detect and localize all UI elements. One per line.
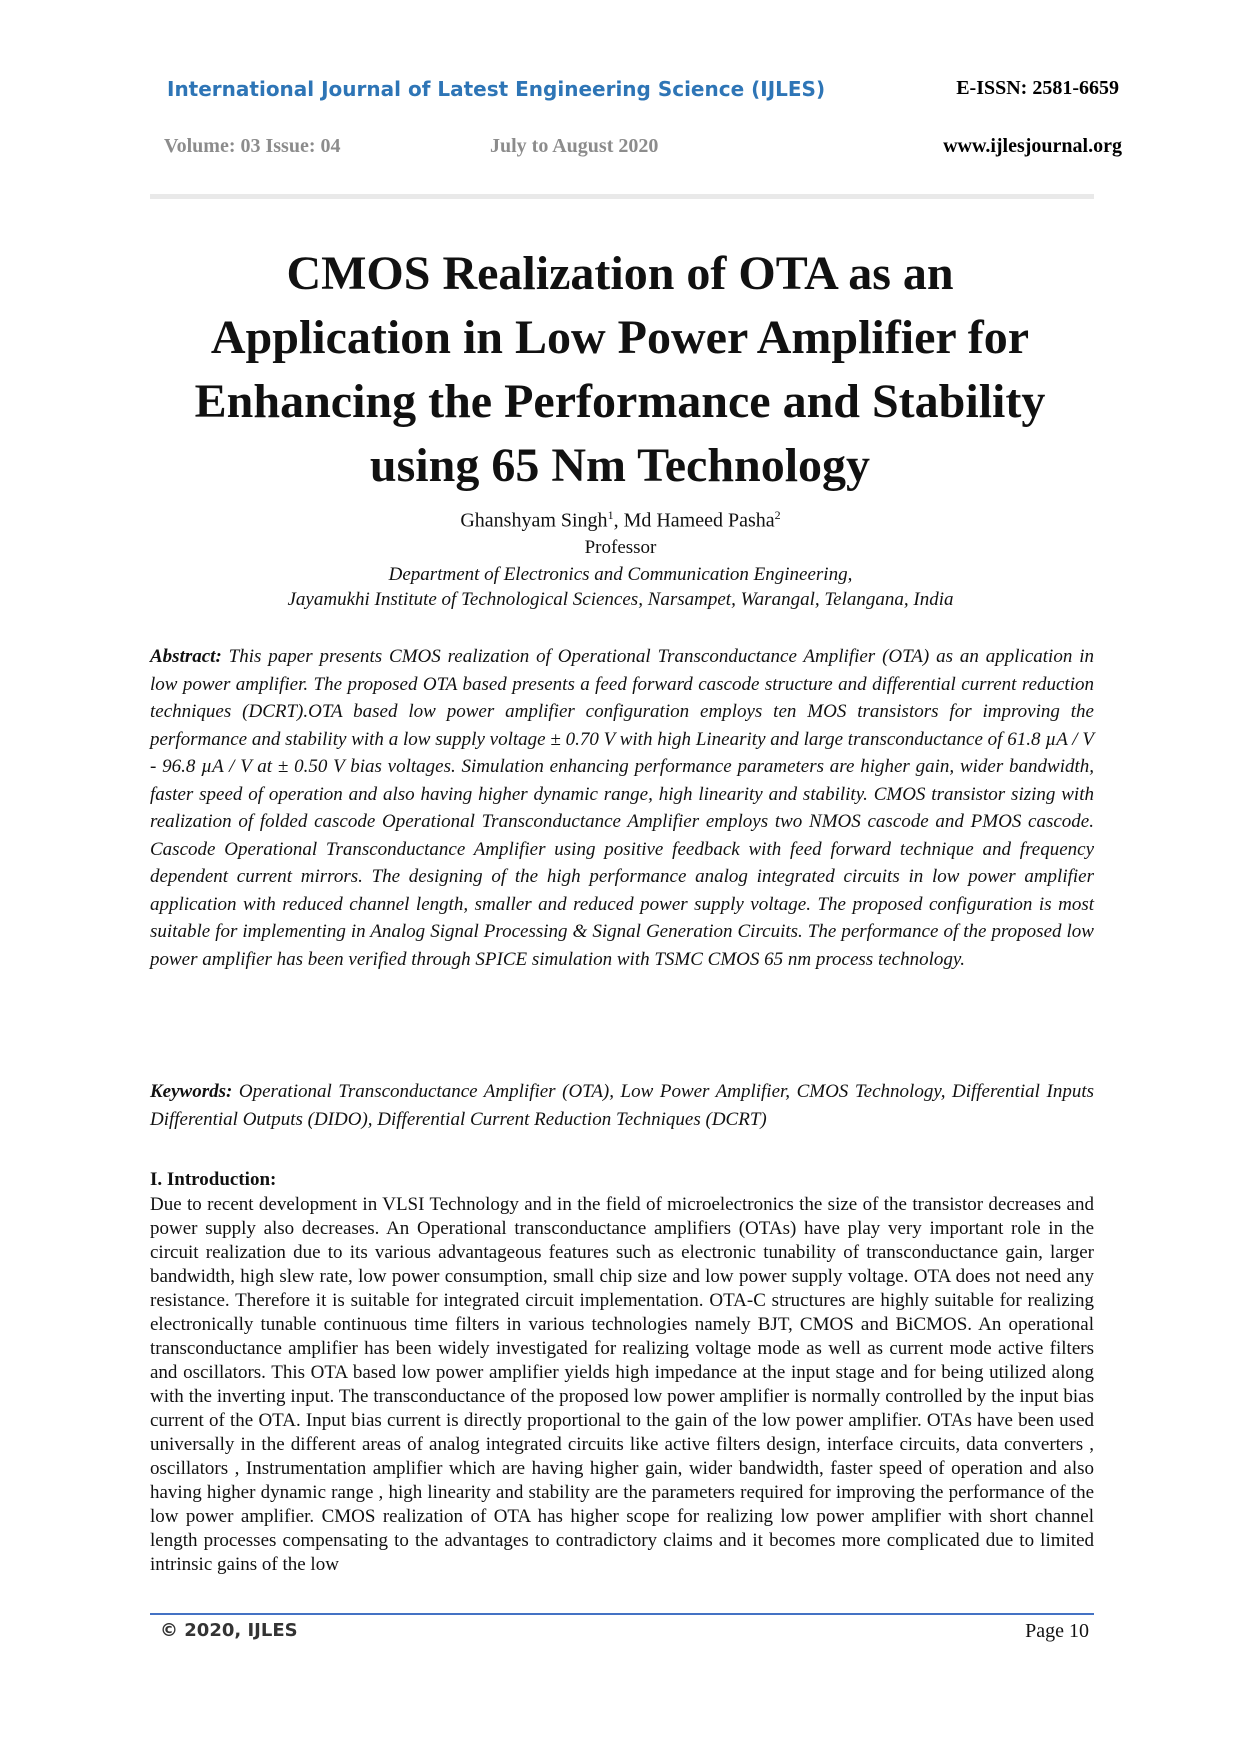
abstract-label: Abstract: <box>150 646 222 667</box>
volume-issue: Volume: 03 Issue: 04 <box>164 135 341 157</box>
header-divider <box>150 194 1094 199</box>
author-affiliation-mark: 2 <box>774 508 781 522</box>
title-line: Enhancing the Performance and Stability <box>194 375 1046 428</box>
title-line: Application in Low Power Amplifier for <box>210 311 1030 364</box>
introduction-text: Due to recent development in VLSI Technology and in the field of microelectronics the size of the transistor decreases and power supply also decreases. An Operational transconductance amplifiers (OTAs) have play very important role in the circuit realization due to its various advantageous features such as electronic tunability of transconductance gain, larger bandwidth, high slew rate, low power consumption, small chip size and low power supply voltage. OTA does not need any resistance. Therefore it is suitable for integrated circuit implementation. OTA-C structures are highly suitable for realizing electronically tunable continuous time filters in various technologies namely BJT, CMOS and BiCMOS. An operational transconductance amplifier has been widely investigated for realizing voltage mode as well as current mode active filters and oscillators. This OTA based low power amplifier yields high impedance at the input stage and for being utilized along with the inverting input. The transconductance of the proposed low power amplifier is normally controlled by the input bias current of the OTA. Input bias current is directly proportional to the gain of the low power amplifier. OTAs have been used universally in the different areas of analog integrated circuits like active filters design, interface circuits, data converters , oscillators , Instrumentation amplifier which are having higher gain, wider bandwidth, faster speed of operation and also having higher dynamic range , high linearity and stability are the parameters required for improving the performance of the low power amplifier. CMOS realization of OTA has higher scope for realizing low power amplifier with short channel length processes compensating to the advantages to contradictory claims and it becomes more complicated due to limited intrinsic gains of the low <box>150 1194 1094 1575</box>
author-separator: , <box>613 509 624 532</box>
paper-title <box>120 242 1120 498</box>
publication-period: July to August 2020 <box>490 135 659 157</box>
issn: E-ISSN: 2581-6659 <box>956 77 1119 99</box>
page-number: Page 10 <box>1025 1620 1089 1642</box>
affiliation-department: Department of Electronics and Communication Engineering, <box>388 564 853 585</box>
affiliation-institute: Jayamukhi Institute of Technological Sciences, Narsampet, Warangal, Telangana, India <box>287 589 954 610</box>
title-line: using 65 Nm Technology <box>369 439 871 492</box>
title-line: CMOS Realization of OTA as an <box>286 247 954 300</box>
journal-website: www.ijlesjournal.org <box>943 135 1122 157</box>
copyright-notice: © 2020, IJLES <box>160 1620 298 1641</box>
keywords <box>150 1078 1094 1133</box>
footer-divider <box>150 1613 1094 1615</box>
author-name: Ghanshyam Singh <box>460 509 608 532</box>
abstract <box>150 643 1094 973</box>
abstract-text: This paper presents CMOS realization of Operational Transconductance Amplifier (OTA) as an application in low power amplifier. The proposed OTA based presents a feed forward cascode structure and differential current reduction techniques (DCRT).OTA based low power amplifier configuration employs ten MOS transistors for improving the performance and stability with a low supply voltage ± 0.70 V with high Linearity and large transconductance of 61.8 µA / V - 96.8 µA / V at ± 0.50 V bias voltages. Simulation enhancing performance parameters are higher gain, wider bandwidth, faster speed of operation and also having higher dynamic range, high linearity and stability. CMOS transistor sizing with realization of folded cascode Operational Transconductance Amplifier employs two NMOS cascode and PMOS cascode. Cascode Operational Transconductance Amplifier using positive feedback with feed forward technique and frequency dependent current mirrors. The designing of the high performance analog integrated circuits in low power amplifier application with reduced channel length, smaller and reduced power supply voltage. The proposed configuration is most suitable for implementing in Analog Signal Processing & Signal Generation Circuits. The performance of the proposed low power amplifier has been verified through SPICE simulation with TSMC CMOS 65 nm process technology. <box>150 646 1094 970</box>
author-designation: Professor <box>584 537 657 558</box>
section-heading: I. Introduction: <box>150 1169 277 1190</box>
keywords-text: Operational Transconductance Amplifier (OTA), Low Power Amplifier, CMOS Technology, Differential Inputs Differential Outputs (DIDO), Differential Current Reduction Techniques (DCRT) <box>150 1081 1094 1130</box>
author-name: Md Hameed Pasha <box>623 509 775 532</box>
authors <box>0 508 1241 533</box>
keywords-label: Keywords: <box>150 1081 233 1102</box>
journal-name: International Journal of Latest Engineering Science (IJLES) <box>167 77 826 101</box>
author-affiliation-mark: 1 <box>607 508 614 522</box>
affiliation <box>0 562 1241 612</box>
